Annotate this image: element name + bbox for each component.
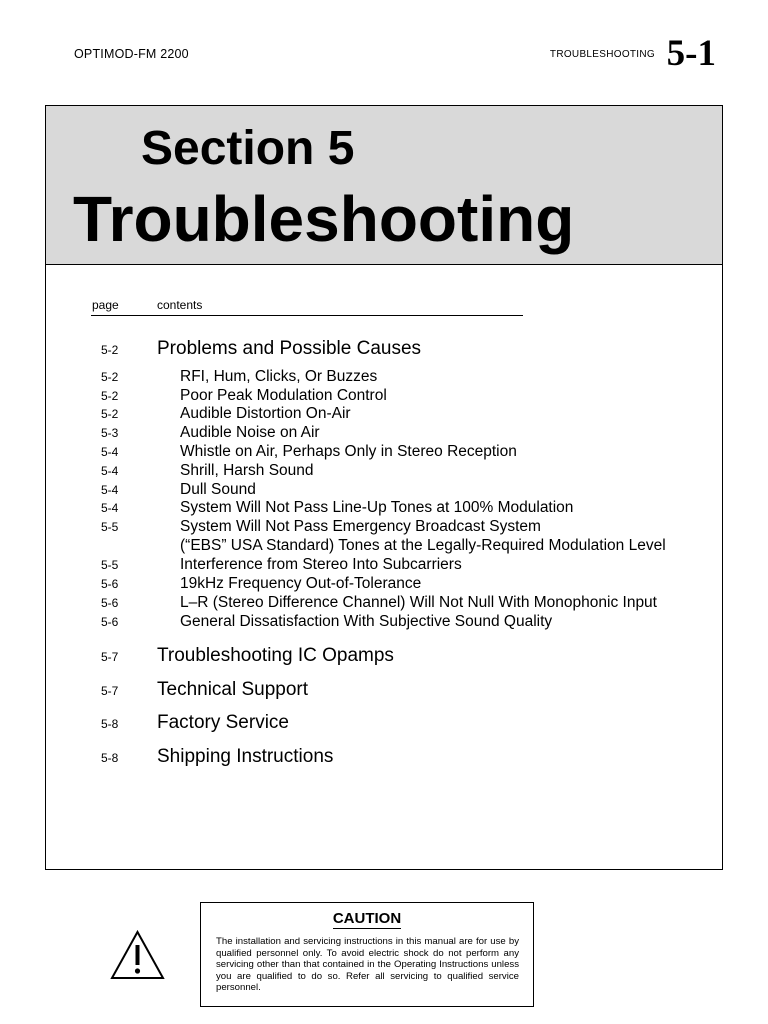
toc-entry-page: 5-3 (101, 426, 119, 440)
toc-entry (46, 574, 722, 594)
toc-entry-title: 19kHz Frequency Out-of-Tolerance (180, 575, 422, 592)
toc-entry (46, 712, 722, 732)
toc-entry-title: Technical Support (157, 679, 309, 700)
toc-entry-page: 5-4 (101, 445, 119, 459)
toc-entry (46, 612, 722, 632)
toc-entry-page: 5-6 (101, 615, 119, 629)
toc-entry-page: 5-7 (101, 684, 119, 698)
toc-entry-title: System Will Not Pass Line-Up Tones at 100% Modulation (180, 499, 574, 516)
toc-header-rule (91, 315, 523, 316)
toc-entry (46, 386, 722, 406)
toc-entry-title: Poor Peak Modulation Control (180, 387, 387, 404)
toc-entry (46, 555, 722, 575)
toc-entry-title: Troubleshooting IC Opamps (157, 645, 394, 666)
toc-entry (46, 679, 722, 699)
toc-entry-page: 5-6 (101, 577, 119, 591)
section-title: Troubleshooting (73, 183, 575, 255)
caution-text: The installation and servicing instructions in this manual are for use by qualified personnel only. To avoid electric shock do not perform any servicing other than that contained in the Operating Instructions unless you are qualified to do so. Refer all servicing to qualified service personnel. (216, 936, 519, 993)
contents-frame (45, 105, 723, 870)
toc-entry (46, 536, 722, 556)
caution-box (200, 902, 534, 1007)
toc-entry (46, 367, 722, 387)
toc-entry-page: 5-2 (101, 370, 119, 384)
toc-entry-title: Shipping Instructions (157, 746, 334, 767)
toc-entry (46, 480, 722, 500)
running-header-left: OPTIMOD-FM 2200 (74, 47, 189, 61)
toc-entry (46, 404, 722, 424)
toc-entry-page: 5-4 (101, 483, 119, 497)
toc-entry (46, 442, 722, 462)
toc-entry (46, 746, 722, 766)
toc-entry-page: 5-6 (101, 596, 119, 610)
toc-entry (46, 517, 722, 537)
toc-entry (46, 423, 722, 443)
toc-entry-title: RFI, Hum, Clicks, Or Buzzes (180, 368, 378, 385)
toc-entry-title: Audible Noise on Air (180, 424, 320, 441)
toc-entry-page: 5-2 (101, 389, 119, 403)
toc-col-contents-header: contents (157, 298, 203, 312)
toc-entry (46, 338, 722, 358)
toc-entry-page: 5-7 (101, 650, 119, 664)
toc-entry-title: Dull Sound (180, 481, 256, 498)
toc-entry-title: Problems and Possible Causes (157, 338, 422, 359)
toc-entry-page: 5-4 (101, 464, 119, 478)
toc-entry (46, 461, 722, 481)
page-number: 5-1 (666, 33, 716, 74)
toc-col-page-header: page (92, 298, 119, 312)
section-label: Section 5 (141, 122, 355, 175)
caution-title: CAUTION (332, 910, 402, 927)
toc-entry-title: Interference from Stereo Into Subcarriers (180, 556, 462, 573)
toc-entry-title: General Dissatisfaction With Subjective Sound Quality (180, 613, 553, 630)
toc-entry (46, 498, 722, 518)
running-header-section: TROUBLESHOOTING (549, 49, 655, 60)
toc-entry-page: 5-5 (101, 520, 119, 534)
toc-entry-title: L–R (Stereo Difference Channel) Will Not Null With Monophonic Input (180, 594, 657, 611)
toc-entry (46, 645, 722, 665)
toc-entry-title: (“EBS” USA Standard) Tones at the Legally-Required Modulation Level (180, 537, 666, 554)
toc-entry-page: 5-4 (101, 501, 119, 515)
toc-entry-page: 5-8 (101, 751, 119, 765)
title-band (46, 106, 722, 265)
toc-entry-page: 5-2 (101, 407, 119, 421)
toc-entry-title: Factory Service (157, 712, 289, 733)
toc-entry-page: 5-2 (101, 343, 119, 357)
toc-entry-title: System Will Not Pass Emergency Broadcast System (180, 518, 541, 535)
toc-entry-title: Audible Distortion On-Air (180, 405, 351, 422)
toc-entry-page: 5-8 (101, 717, 119, 731)
toc-entry-page: 5-5 (101, 558, 119, 572)
toc-entry-title: Shrill, Harsh Sound (180, 462, 314, 479)
warning-triangle-icon (109, 929, 166, 981)
toc-entry-title: Whistle on Air, Perhaps Only in Stereo Reception (180, 443, 517, 460)
toc-entry (46, 593, 722, 613)
